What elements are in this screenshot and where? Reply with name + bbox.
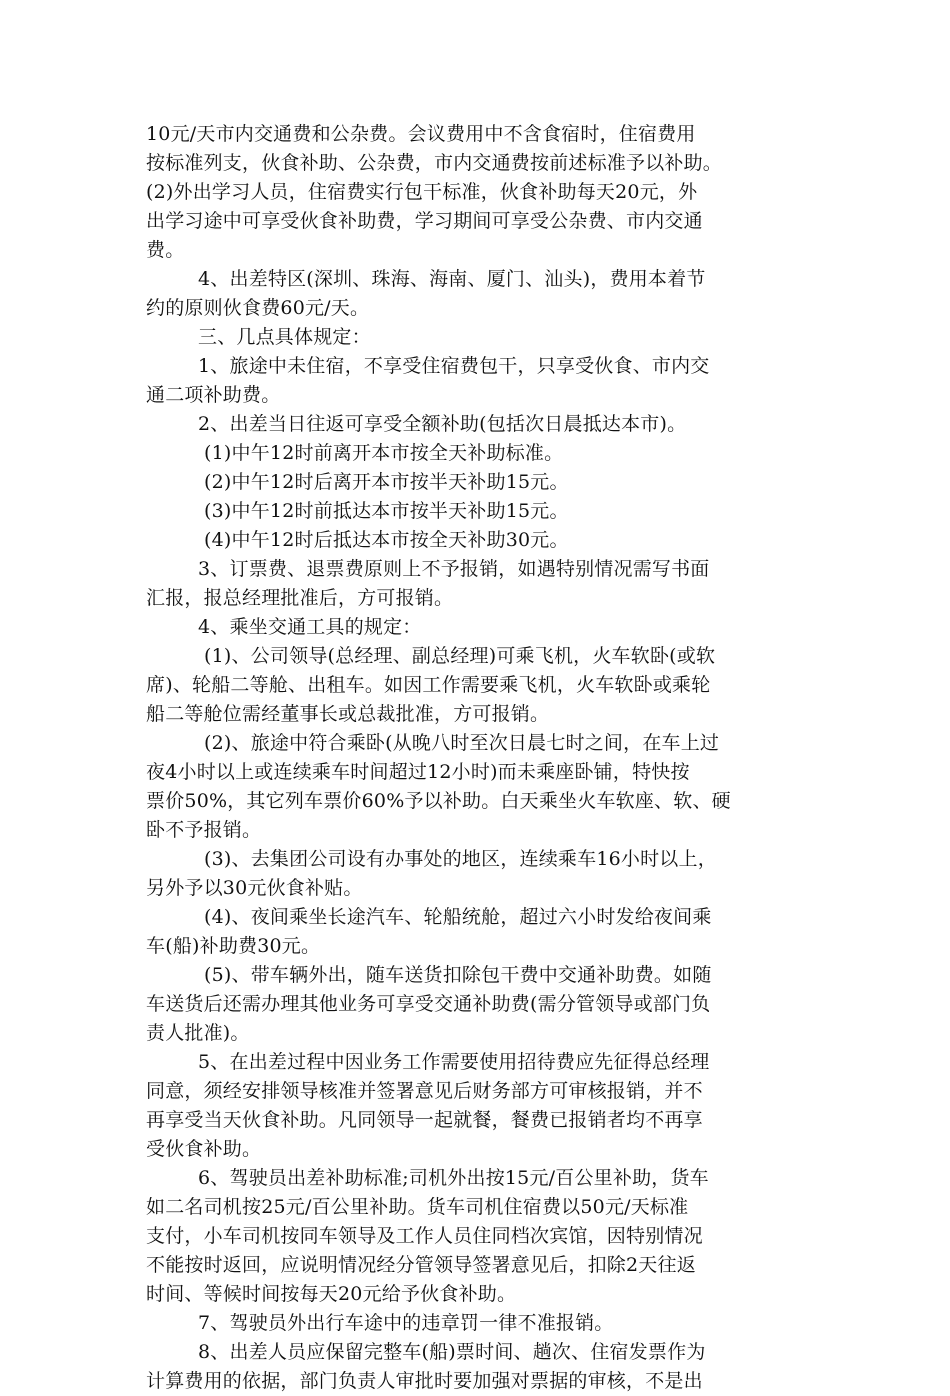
text-line: (4)、夜间乘坐长途汽车、轮船统舱，超过六小时发给夜间乘 (204, 906, 712, 928)
text-line: 7、驾驶员外出行车途中的违章罚一律不准报销。 (198, 1312, 614, 1334)
text-line: 同意，须经安排领导核准并签署意见后财务部方可审核报销，并不 (146, 1080, 703, 1102)
text-line: 受伙食补助。 (146, 1138, 262, 1160)
text-line: 4、乘坐交通工具的规定： (198, 616, 422, 638)
text-line: 出学习途中可享受伙食补助费，学习期间可享受公杂费、市内交通 (146, 210, 703, 232)
text-line: (2)中午12时后离开本市按半天补助15元。 (204, 471, 569, 493)
text-line: 8、出差人员应保留完整车(船)票时间、趟次、住宿发票作为 (198, 1341, 706, 1363)
text-line: 10元/天市内交通费和公杂费。会议费用中不含食宿时，住宿费用 (146, 123, 696, 145)
text-line: 时间、等候时间按每天20元给予伙食补助。 (146, 1283, 517, 1305)
text-line: 3、订票费、退票费原则上不予报销，如遇特别情况需写书面 (198, 558, 710, 580)
text-line: 1、旅途中未住宿，不享受住宿费包干，只享受伙食、市内交 (198, 355, 710, 377)
text-line: 支付，小车司机按同车领导及工作人员住同档次宾馆，因特别情况 (146, 1225, 703, 1247)
text-line: 4、出差特区(深圳、珠海、海南、厦门、汕头)，费用本着节 (198, 268, 706, 290)
text-line: 另外予以30元伙食补贴。 (146, 877, 363, 899)
text-line: 汇报，报总经理批准后，方可报销。 (146, 587, 454, 609)
text-line: 如二名司机按25元/百公里补助。货车司机住宿费以50元/天标准 (146, 1196, 689, 1218)
text-line: 约的原则伙食费60元/天。 (146, 297, 370, 319)
text-line: (2)外出学习人员，住宿费实行包干标准，伙食补助每天20元，外 (146, 181, 698, 203)
text-line: (3)、去集团公司设有办事处的地区，连续乘车16小时以上， (204, 848, 717, 870)
text-line: 夜4小时以上或连续乘车时间超过12小时)而未乘座卧铺，特快按 (146, 761, 690, 783)
text-line: 通二项补助费。 (146, 384, 281, 406)
text-line: 责人批准)。 (146, 1022, 250, 1044)
document-body (146, 120, 806, 1396)
text-line: 5、在出差过程中因业务工作需要使用招待费应先征得总经理 (198, 1051, 710, 1073)
text-line: 卧不予报销。 (146, 819, 262, 841)
text-line: (2)、旅途中符合乘卧(从晚八时至次日晨七时之间，在车上过 (204, 732, 720, 754)
text-line: 票价50%，其它列车票价60%予以补助。白天乘坐火车软座、软、硬 (146, 790, 731, 812)
text-line: 按标准列支，伙食补助、公杂费，市内交通费按前述标准予以补助。 (146, 152, 723, 174)
text-line: 不能按时返回，应说明情况经分管领导签署意见后，扣除2天往返 (146, 1254, 696, 1276)
text-line: 6、驾驶员出差补助标准;司机外出按15元/百公里补助，货车 (198, 1167, 709, 1189)
text-line: 车(船)补助费30元。 (146, 935, 321, 957)
text-line: 席)、轮船二等舱、出租车。如因工作需要乘飞机，火车软卧或乘轮 (146, 674, 711, 696)
text-line: (5)、带车辆外出，随车送货扣除包干费中交通补助费。如随 (204, 964, 712, 986)
text-line: 费。 (146, 239, 185, 261)
text-line: 再享受当天伙食补助。凡同领导一起就餐，餐费已报销者均不再享 (146, 1109, 703, 1131)
text-line: (1)、公司领导(总经理、副总经理)可乘飞机，火车软卧(或软 (204, 645, 716, 667)
text-line: 三、几点具体规定： (198, 326, 371, 348)
text-line: 2、出差当日往返可享受全额补助(包括次日晨抵达本市)。 (198, 413, 687, 435)
text-line: 船二等舱位需经董事长或总裁批准，方可报销。 (146, 703, 550, 725)
text-line: 计算费用的依据，部门负责人审批时要加强对票据的审核，不是出 (146, 1370, 703, 1392)
text-line: (1)中午12时前离开本市按全天补助标准。 (204, 442, 564, 464)
text-line: (3)中午12时前抵达本市按半天补助15元。 (204, 500, 569, 522)
text-line: (4)中午12时后抵达本市按全天补助30元。 (204, 529, 569, 551)
text-line: 车送货后还需办理其他业务可享受交通补助费(需分管领导或部门负 (146, 993, 711, 1015)
